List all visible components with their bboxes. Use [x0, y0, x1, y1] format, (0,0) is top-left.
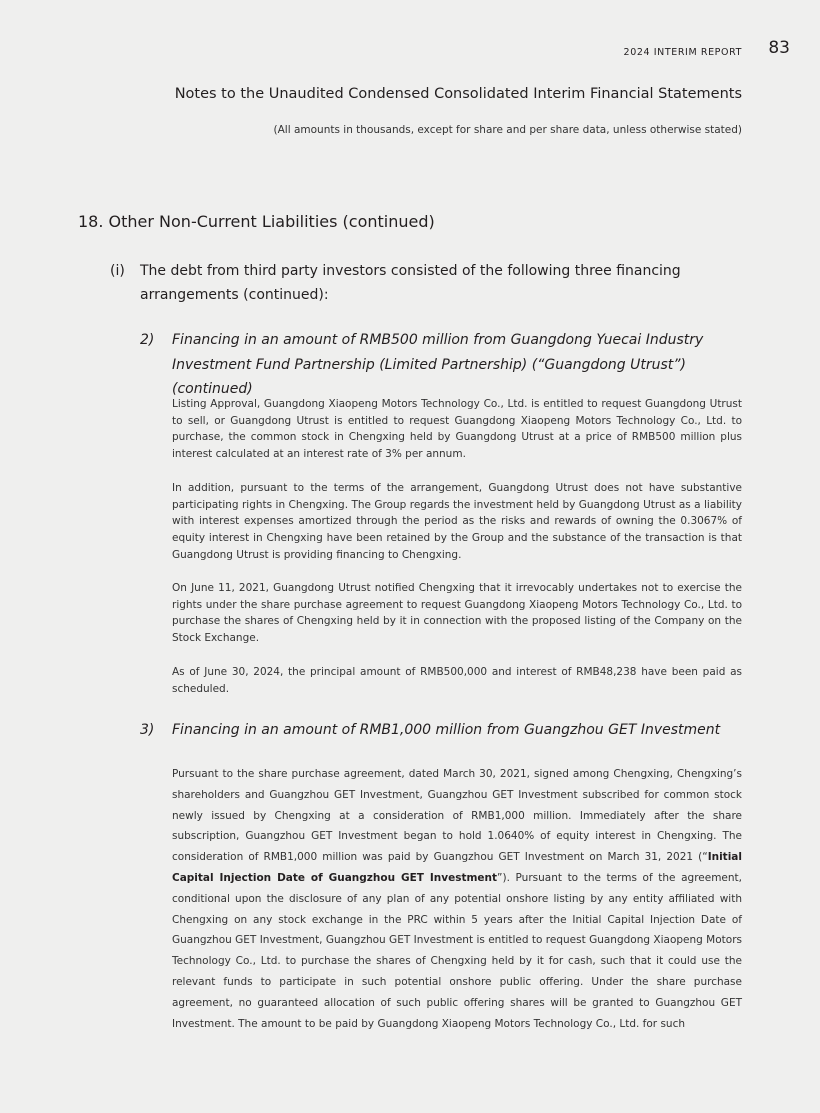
paragraph-text-part-1: Pursuant to the share purchase agreement, dated March 30, 2021, signed among Chengxing, Chengxing’s shareholders and Guangzhou GET Investment, Guangzhou GET Investment subscribed for common stock newly issued by Chengxing at a consideration of RMB1,000 million. Immediately after the share subscription, Guangzhou GET Investment began to hold 1.0640% of equity interest in Chengxing. The consideration of RMB1,000 million was paid by Guangzhou GET Investment on March 31, 2021 (“ — [172, 768, 742, 864]
subsection-i — [110, 259, 750, 307]
item-3-title: Financing in an amount of RMB1,000 million from Guangzhou GET Investment — [172, 722, 721, 738]
subsection-i-heading: The debt from third party investors consisted of the following three financing arrangements (continued): — [140, 263, 681, 303]
paragraph-listing-approval: Listing Approval, Guangdong Xiaopeng Motors Technology Co., Ltd. is entitled to request Guangdong Utrust to sell, or Guangdong Utrust is entitled to request Guangdong Xiaopeng Motors Technology Co., Ltd. to purchase, the common stock in Chengxing held by Guangdong Utrust at a price of RMB500 million plus interest calculated at an interest rate of 3% per annum. — [172, 398, 742, 461]
item-3-heading — [140, 718, 742, 743]
amounts-note: (All amounts in thousands, except for share and per share data, unless otherwise stated) — [273, 124, 742, 136]
page-number: 83 — [768, 38, 790, 58]
section-title: 18. Other Non-Current Liabilities (continued) — [78, 212, 435, 231]
report-label: 2024 INTERIM REPORT — [623, 47, 742, 58]
paragraph-principal-paid: As of June 30, 2024, the principal amount of RMB500,000 and interest of RMB48,238 have been paid as scheduled. — [172, 666, 742, 695]
paragraph-text-part-2: ”). Pursuant to the terms of the agreement, conditional upon the disclosure of any plan of any potential onshore listing by any entity affiliated with Chengxing on any stock exchange in the PRC within 5 years after the Initial Capital Injection Date of Guangzhou GET Investment, Guangzhou GET Investment is entitled to request Guangdong Xiaopeng Motors Technology Co., Ltd. to purchase the shares of Chengxing held by it for cash, such that it could use the relevant funds to participate in such potential onshore public offering. Under the share purchase agreement, no guaranteed allocation of such public offering shares will be granted to Guangzhou GET Investment. The amount to be paid by Guangdong Xiaopeng Motors Technology Co., Ltd. for such — [172, 871, 742, 1030]
paragraph-june-11-notice: On June 11, 2021, Guangdong Utrust notified Chengxing that it irrevocably undertakes not to exercise the rights under the share purchase agreement to request Guangdong Xiaopeng Motors Technology Co., Ltd. to purchase the shares of Chengxing held by it in connection with the proposed listing of the Company on the Stock Exchange. — [172, 582, 742, 645]
item-3-marker: 3) — [140, 722, 155, 738]
notes-title: Notes to the Unaudited Condensed Consolidated Interim Financial Statements — [174, 86, 742, 102]
item-2-title: Financing in an amount of RMB500 million from Guangdong Yuecai Industry Investment Fund Partnership (Limited Partnership) (“Guangdong Utrust”) (continued) — [172, 332, 704, 397]
paragraph-share-purchase-agreement — [172, 764, 742, 1034]
item-2-marker: 2) — [140, 332, 155, 348]
defined-term-initial-capital-injection-date: Initial Capital Injection Date of Guangzhou GET Investment — [172, 851, 742, 884]
paragraph-participating-rights: In addition, pursuant to the terms of the arrangement, Guangdong Utrust does not have substantive participating rights in Chengxing. The Group regards the investment held by Guangdong Utrust as a liability with interest expenses amortized through the period as the risks and rewards of owning the 0.3067% of equity interest in Chengxing have been retained by the Group and the substance of the transaction is that Guangdong Utrust is providing financing to Chengxing. — [172, 482, 742, 561]
subsection-i-marker: (i) — [110, 263, 125, 279]
item-2-heading — [140, 328, 742, 402]
